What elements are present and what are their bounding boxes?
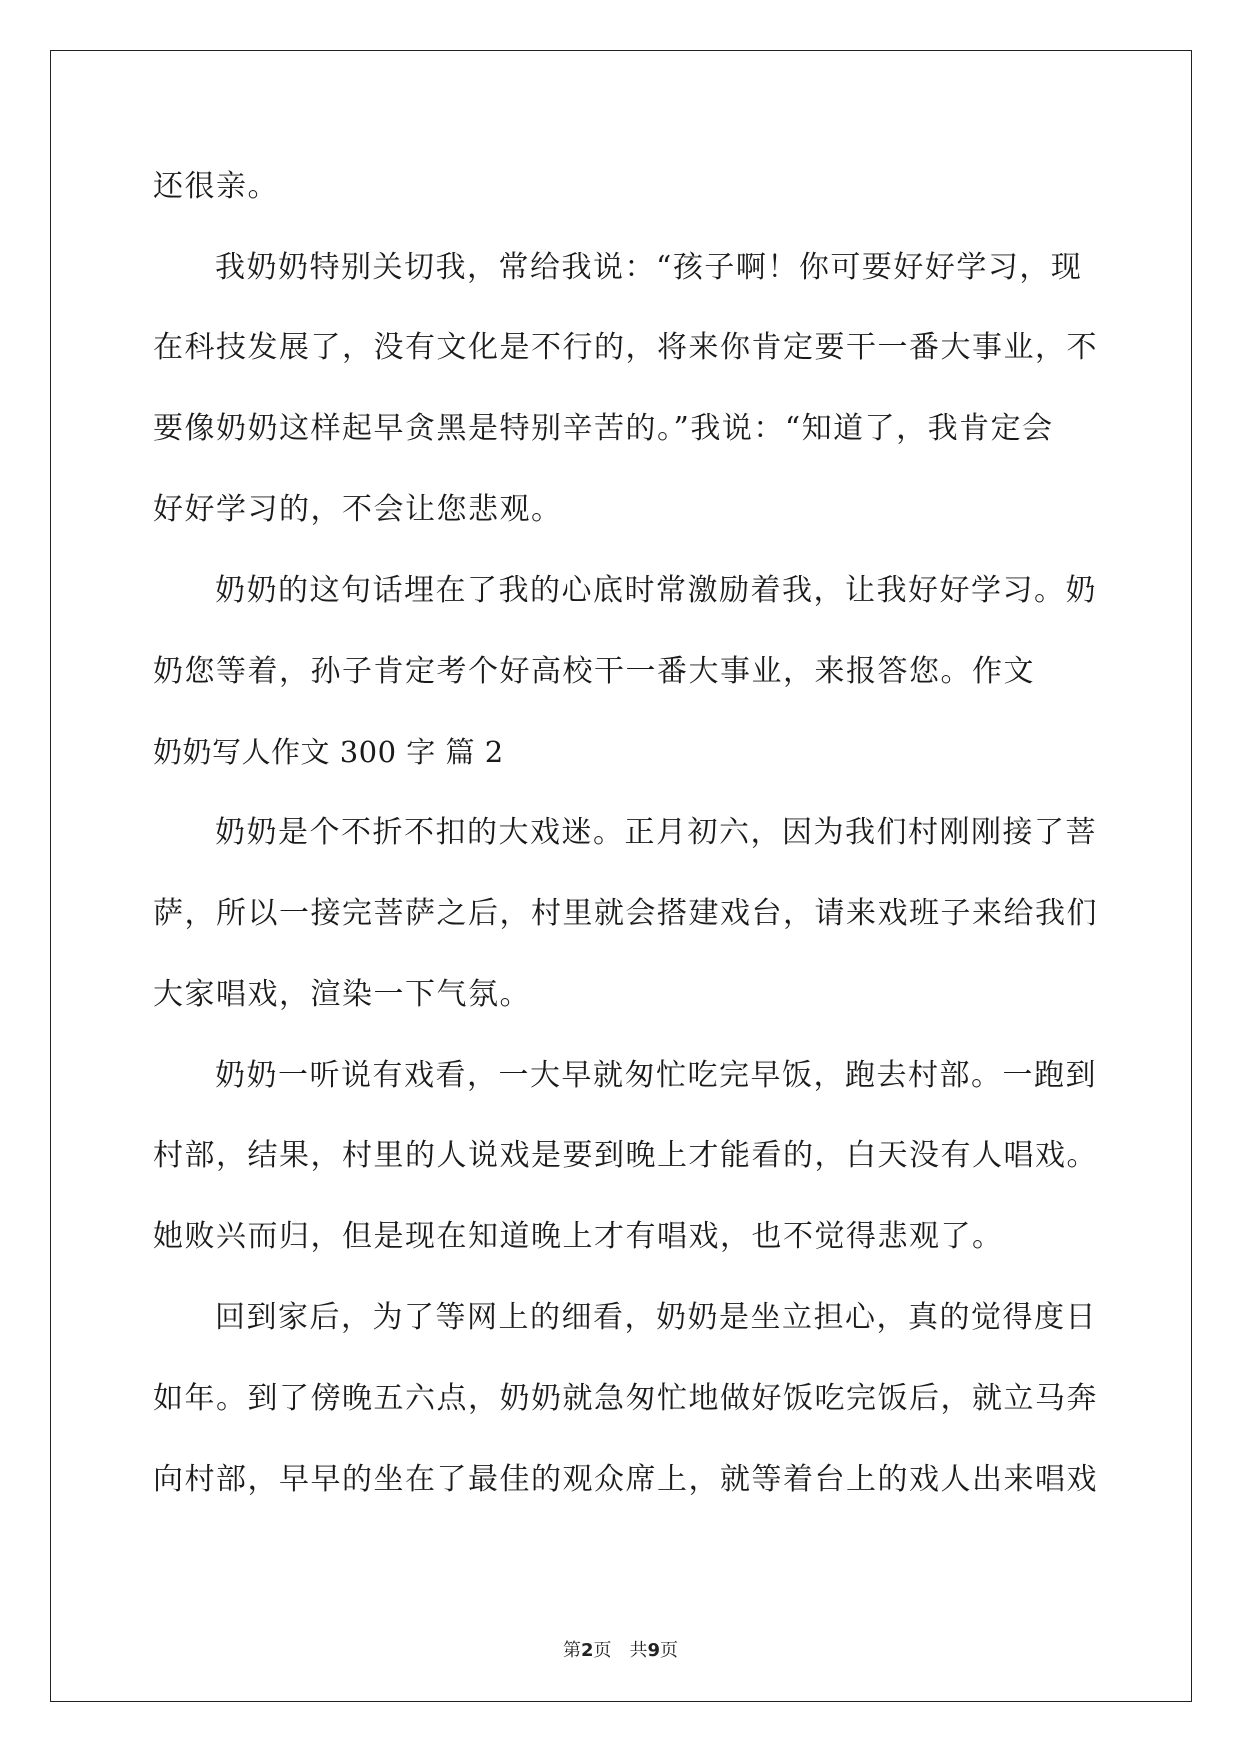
total-pages-number: 9 (647, 1640, 661, 1661)
text-line: 村部，结果，村里的人说戏是要到晚上才能看的，白天没有人唱戏。 (153, 1138, 1098, 1173)
text-line: 她败兴而归，但是现在知道晚上才有唱戏，也不觉得悲观了。 (153, 1219, 1004, 1254)
footer-suffix: 页 (660, 1640, 679, 1661)
text-line: 我奶奶特别关切我，常给我说：“孩子啊！你可要好好学习，现 (215, 250, 1083, 285)
text-line: 萨，所以一接完菩萨之后，村里就会搭建戏台，请来戏班子来给我们 (153, 896, 1098, 931)
footer-mid: 页 共 (593, 1640, 648, 1661)
text-line: 回到家后，为了等网上的细看，奶奶是坐立担心，真的觉得度日 (215, 1300, 1097, 1335)
text-line: 奶奶的这句话埋在了我的心底时常激励着我，让我好好学习。奶 (215, 573, 1097, 608)
footer-prefix: 第 (562, 1640, 581, 1661)
section-heading: 奶奶写人作文 300 字 篇 2 (153, 735, 504, 769)
page-border (50, 50, 1192, 1702)
text-line: 向村部，早早的坐在了最佳的观众席上，就等着台上的戏人出来唱戏 (153, 1462, 1098, 1497)
text-line: 要像奶奶这样起早贪黑是特别辛苦的。”我说：“知道了，我肯定会 (153, 411, 1054, 446)
text-line: 奶奶是个不折不扣的大戏迷。正月初六，因为我们村刚刚接了菩 (215, 815, 1097, 850)
text-line: 好好学习的，不会让您悲观。 (153, 492, 563, 527)
text-line: 奶您等着，孙子肯定考个好高校干一番大事业，来报答您。作文 (153, 654, 1035, 689)
text-line: 还很亲。 (153, 169, 279, 204)
text-line: 大家唱戏，渲染一下气氛。 (153, 977, 531, 1012)
page-footer (0, 1636, 1241, 1662)
text-line: 奶奶一听说有戏看，一大早就匆忙吃完早饭，跑去村部。一跑到 (215, 1058, 1097, 1093)
current-page-number: 2 (580, 1640, 594, 1661)
text-line: 在科技发展了，没有文化是不行的，将来你肯定要干一番大事业，不 (153, 330, 1098, 365)
text-line: 如年。到了傍晚五六点，奶奶就急匆忙地做好饭吃完饭后，就立马奔 (153, 1381, 1098, 1416)
